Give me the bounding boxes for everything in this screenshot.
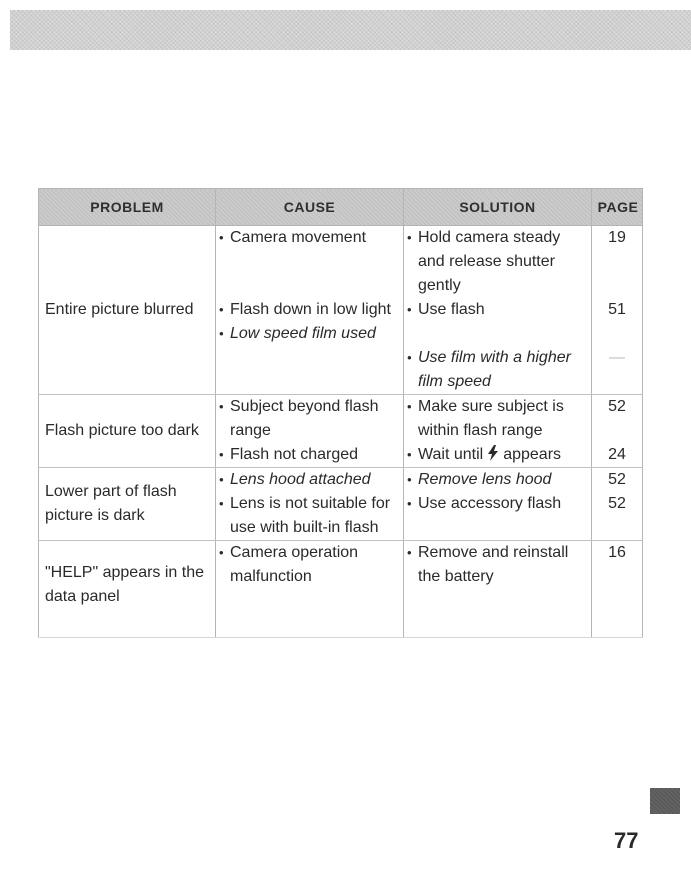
cause-cell (216, 226, 404, 395)
bullet-icon: • (219, 326, 224, 341)
bullet-icon: • (407, 399, 412, 414)
cause-text: Lens is not suitable for use with built-in flash (230, 495, 391, 536)
bullet-icon: • (407, 302, 412, 317)
problem-text: Flash picture too dark (45, 422, 199, 439)
solution-cell (404, 541, 592, 638)
solution-entry (404, 468, 591, 492)
bullet-icon: • (219, 302, 224, 317)
cause-text: Low speed film used (230, 325, 376, 342)
page-ref: 19 (608, 229, 626, 246)
solution-entry (404, 443, 591, 467)
cause-entry (216, 468, 403, 492)
table-row (39, 395, 643, 468)
flash-bolt-icon (486, 445, 500, 461)
page-ref: 24 (608, 446, 626, 463)
solution-entry (404, 395, 591, 443)
page-ref: 52 (608, 471, 626, 488)
cause-text: Lens hood attached (230, 471, 371, 488)
problem-text: Lower part of flash picture is dark (45, 483, 177, 524)
cause-entry (216, 443, 403, 467)
table-header-row (39, 189, 643, 226)
solution-cell (404, 395, 592, 468)
header-page: PAGE (592, 189, 643, 226)
cause-text: Subject beyond flash range (230, 398, 379, 439)
solution-pre-text: Wait until (418, 446, 484, 463)
solution-entry (404, 492, 591, 516)
page-ref: 51 (608, 301, 626, 318)
bullet-icon: • (407, 350, 412, 365)
solution-entry (404, 226, 591, 298)
section-tab-marker (650, 788, 680, 814)
cause-entry (216, 492, 403, 540)
cause-cell (216, 395, 404, 468)
cause-cell (216, 468, 404, 541)
solution-cell (404, 226, 592, 395)
solution-entry (404, 298, 591, 346)
bullet-icon: • (407, 496, 412, 511)
troubleshooting-table (38, 188, 643, 638)
solution-text: Remove and reinstall the battery (418, 544, 569, 585)
bullet-icon: • (219, 447, 224, 462)
page-ref: 52 (608, 398, 626, 415)
cause-text: Flash not charged (230, 446, 359, 463)
cause-cell (216, 541, 404, 638)
header-cause: CAUSE (216, 189, 404, 226)
solution-cell (404, 468, 592, 541)
bullet-icon: • (219, 472, 224, 487)
header-band (10, 10, 691, 50)
table-row (39, 226, 643, 395)
cause-entry (216, 226, 403, 298)
header-solution: SOLUTION (404, 189, 592, 226)
bullet-icon: • (219, 399, 224, 414)
page-ref: — (609, 349, 625, 366)
problem-cell (39, 541, 216, 638)
bullet-icon: • (407, 447, 412, 462)
cause-text: Camera movement (230, 229, 367, 246)
solution-text: Use film with a higher film speed (418, 349, 571, 390)
bullet-icon: • (219, 496, 224, 511)
table-row (39, 541, 643, 638)
page-cell (592, 395, 643, 468)
page-number: 77 (614, 828, 639, 853)
bullet-icon: • (219, 230, 224, 245)
problem-cell (39, 468, 216, 541)
problem-cell (39, 395, 216, 468)
cause-entry (216, 541, 403, 589)
problem-text: "HELP" appears in the data panel (45, 564, 205, 605)
bullet-icon: • (219, 545, 224, 560)
problem-text: Entire picture blurred (45, 301, 194, 318)
cause-entry (216, 395, 403, 443)
bullet-icon: • (407, 545, 412, 560)
solution-text: Use flash (418, 301, 485, 318)
header-problem: PROBLEM (39, 189, 216, 226)
page-cell (592, 468, 643, 541)
solution-text: Use accessory flash (418, 495, 562, 512)
solution-text: Remove lens hood (418, 471, 552, 488)
solution-text: Make sure subject is within flash range (418, 398, 564, 439)
cause-entry (216, 298, 403, 322)
solution-entry (404, 541, 591, 589)
cause-text: Flash down in low light (230, 301, 391, 318)
solution-text: Hold camera steady and release shutter gently (418, 229, 561, 294)
bullet-icon: • (407, 472, 412, 487)
table-row (39, 468, 643, 541)
solution-post-text: appears (503, 446, 562, 463)
page-cell (592, 226, 643, 395)
page-ref: 52 (608, 495, 626, 512)
cause-text: Camera operation malfunction (230, 544, 359, 585)
bullet-icon: • (407, 230, 412, 245)
cause-entry (216, 322, 403, 370)
page-ref: 16 (608, 544, 626, 561)
problem-cell (39, 226, 216, 395)
page-cell (592, 541, 643, 638)
solution-entry (404, 346, 591, 394)
